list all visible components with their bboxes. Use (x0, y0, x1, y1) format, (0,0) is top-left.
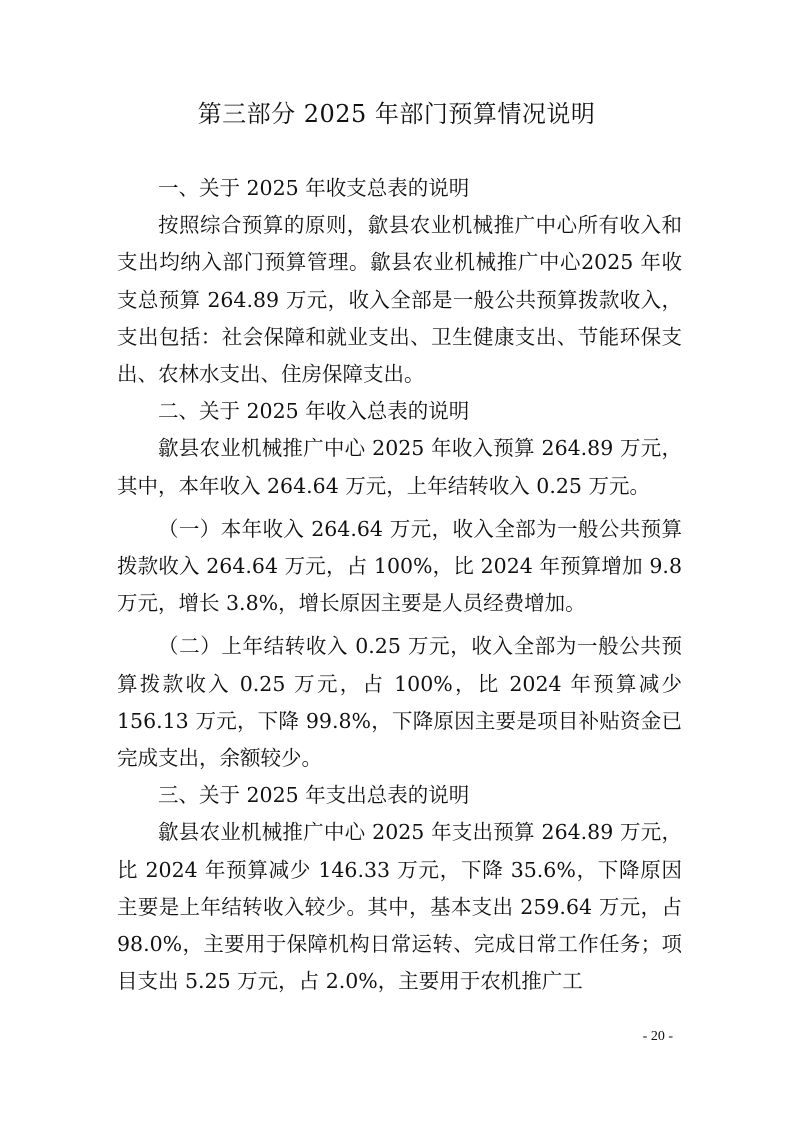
section-heading-2: 二、关于 2025 年收入总表的说明 (158, 399, 470, 424)
section-heading-3: 三、关于 2025 年支出总表的说明 (158, 783, 470, 808)
page-number: - 20 - (642, 1029, 673, 1044)
page-title: 第三部分 2025 年部门预算情况说明 (197, 100, 596, 128)
paragraph-budget-overview: 按照综合预算的原则，歙县农业机械推广中心所有收入和支出均纳入部门预算管理。歙县农业机械推广中心2025 年收支总预算 264.89 万元，收入全部是一般公共预算拨款收入，支出包括：社会保障和就业支出、卫生健康支出、节能环保支出、农林水支出、住房保障支出。 (117, 213, 682, 387)
paragraph-expenditure-overview: 歙县农业机械推广中心 2025 年支出预算 264.89 万元，比 2024 年预算减少 146.33 万元，下降 35.6%，下降原因主要是上年结转收入较少。其中，基本支出 259.64 万元，占 98.0%，主要用于保障机构日常运转、完成日常工作任务；项目支出 5.25 万元，占 2.0%，主要用于农机推广工 (117, 820, 682, 994)
section-heading-1: 一、关于 2025 年收支总表的说明 (158, 176, 470, 200)
document-body (117, 170, 682, 1000)
paragraph-income-overview: 歙县农业机械推广中心 2025 年收入预算 264.89 万元，其中，本年收入 264.64 万元，上年结转收入 0.25 万元。 (117, 436, 682, 498)
paragraph-carryover-income: （二）上年结转收入 0.25 万元，收入全部为一般公共预算拨款收入 0.25 万元，占 100%，比 2024 年预算减少 156.13 万元，下降 99.8%，下降原因主要是项目补贴资金已完成支出，余额较少。 (117, 634, 682, 771)
paragraph-current-year-income: （一）本年收入 264.64 万元，收入全部为一般公共预算拨款收入 264.64 万元，占 100%，比 2024 年预算增加 9.8 万元，增长 3.8%，增长原因主要是人员经费增加。 (117, 516, 682, 616)
